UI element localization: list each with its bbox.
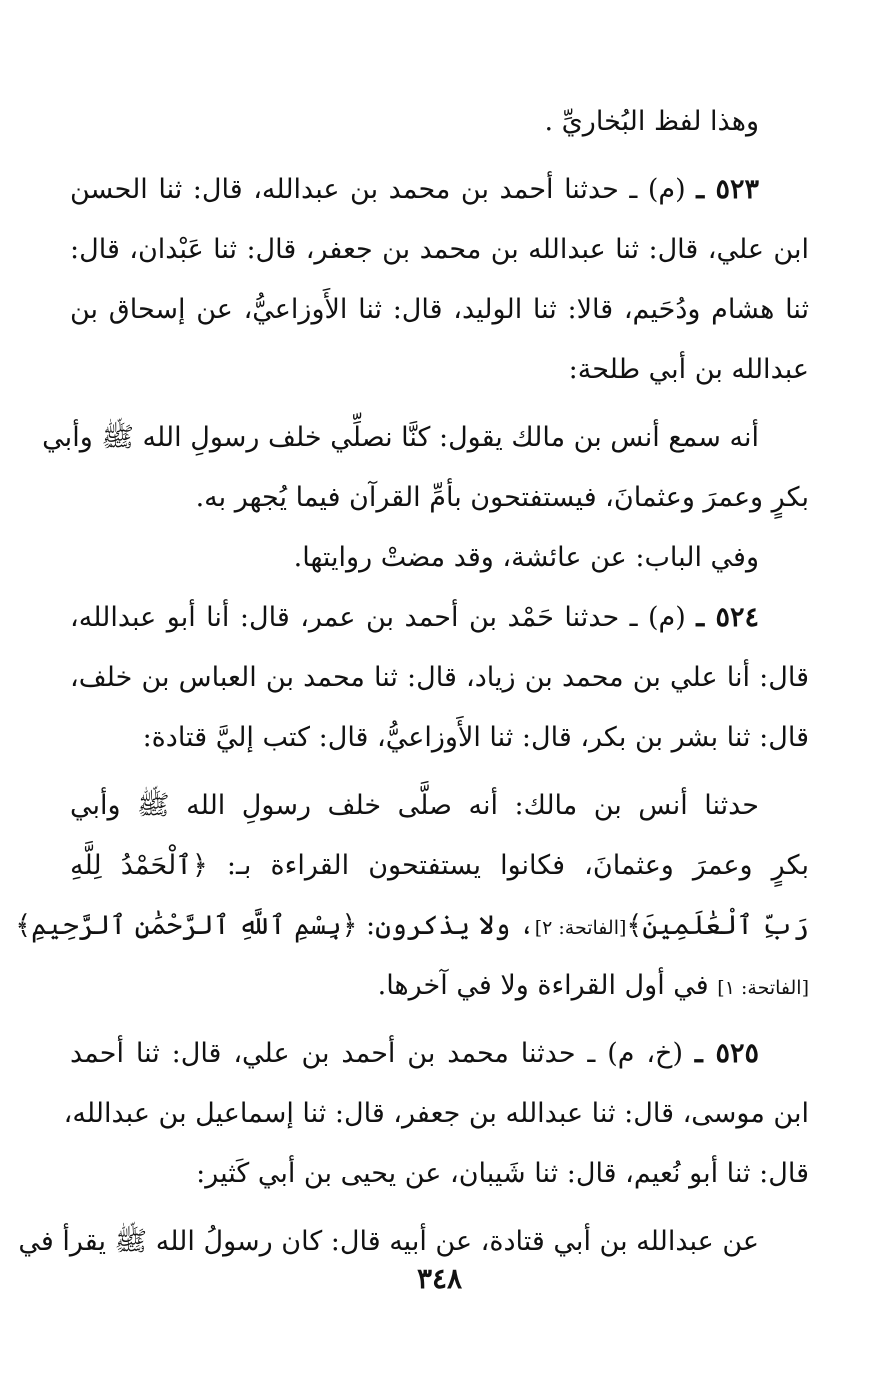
- line-text: في أول القراءة ولا في آخرها.: [377, 970, 718, 1001]
- text-line: [70, 92, 809, 152]
- line-text: (م) ـ حدثنا أحمد بن محمد بن عبدالله، قال: ثنا الحسن: [70, 174, 697, 205]
- line-text: (خ، م) ـ حدثنا محمد بن أحمد بن علي، قال: ثنا أحمد: [70, 1038, 695, 1069]
- line-text: ، ولا يذكرون: ﴿بِسْمِ ٱللَّهِ ٱلرَّحْمَٰنِ ٱلرَّحِيمِ﴾: [15, 910, 535, 941]
- text-line: [70, 220, 809, 280]
- line-text: قال: ثنا أبو نُعيم، قال: ثنا شَيبان، عن يحيى بن أبي كَثير:: [196, 1158, 809, 1189]
- quran-verse: رَبِّ ٱلْعَٰلَمِينَ﴾: [626, 910, 809, 941]
- hadith-number: ٥٢٥ ـ: [694, 1038, 759, 1069]
- line-text: عن عبدالله بن أبي قتادة، عن أبيه قال: كان رسولُ الله ﷺ يقرأ في: [18, 1226, 759, 1257]
- text-line: [63, 1084, 809, 1144]
- hadith-number: ٥٢٣ ـ: [696, 174, 759, 205]
- line-text: ابن علي، قال: ثنا عبدالله بن محمد بن جعفر، قال: ثنا عَبْدان، قال:: [70, 234, 809, 265]
- verse-reference: [الفاتحة: ٢]: [534, 917, 627, 939]
- page-number: ٣٤٨: [416, 1262, 463, 1295]
- text-line: [15, 896, 809, 956]
- line-text: عبدالله بن أبي طلحة:: [568, 354, 809, 385]
- line-text: وهذا لفظ البُخاريِّ .: [544, 106, 759, 137]
- line-text: حدثنا أنس بن مالك: أنه صلَّى خلف رسولِ الله ﷺ وأبي: [70, 790, 759, 821]
- hadith-number: ٥٢٤ ـ: [696, 602, 759, 633]
- hadith-523-heading: [70, 160, 809, 220]
- text-line: [70, 468, 809, 528]
- line-text: قال: ثنا بشر بن بكر، قال: ثنا الأَوزاعيُّ، قال: كتب إليَّ قتادة:: [142, 722, 809, 753]
- text-line: [70, 528, 809, 588]
- text-line: [70, 1144, 809, 1204]
- hadith-524-heading: [70, 588, 809, 648]
- line-text: قال: أنا علي بن محمد بن زياد، قال: ثنا محمد بن العباس بن خلف،: [70, 662, 809, 693]
- text-line: [70, 956, 809, 1016]
- text-line: [70, 708, 809, 768]
- line-text: بكرٍ وعمرَ وعثمانَ، فيستفتحون بأمِّ القرآن فيما يُجهر به.: [195, 482, 809, 513]
- line-text: (م) ـ حدثنا حَمْد بن أحمد بن عمر، قال: أنا أبو عبدالله،: [70, 602, 697, 633]
- text-line: [70, 280, 809, 340]
- verse-reference: [الفاتحة: ١]: [717, 977, 809, 999]
- text-line: [70, 648, 809, 708]
- line-text: ابن موسى، قال: ثنا عبدالله بن جعفر، قال: ثنا إسماعيل بن عبدالله،: [63, 1098, 809, 1129]
- text-line: [70, 340, 809, 400]
- line-text: أنه سمع أنس بن مالك يقول: كنَّا نصلِّي خلف رسولِ الله ﷺ وأبي: [42, 422, 759, 453]
- text-line: [70, 776, 809, 836]
- line-text: وفي الباب: عن عائشة، وقد مضتْ روايتها.: [293, 542, 759, 573]
- hadith-525-heading: [70, 1024, 809, 1084]
- line-text: ثنا هشام ودُحَيم، قالا: ثنا الوليد، قال: ثنا الأَوزاعيُّ، عن إسحاق بن: [70, 294, 809, 325]
- line-text: بكرٍ وعمرَ وعثمانَ، فكانوا يستفتحون القراءة بـ: ﴿ٱلْحَمْدُ لِلَّهِ: [70, 850, 809, 881]
- text-line: [42, 408, 809, 468]
- text-line: [70, 836, 809, 896]
